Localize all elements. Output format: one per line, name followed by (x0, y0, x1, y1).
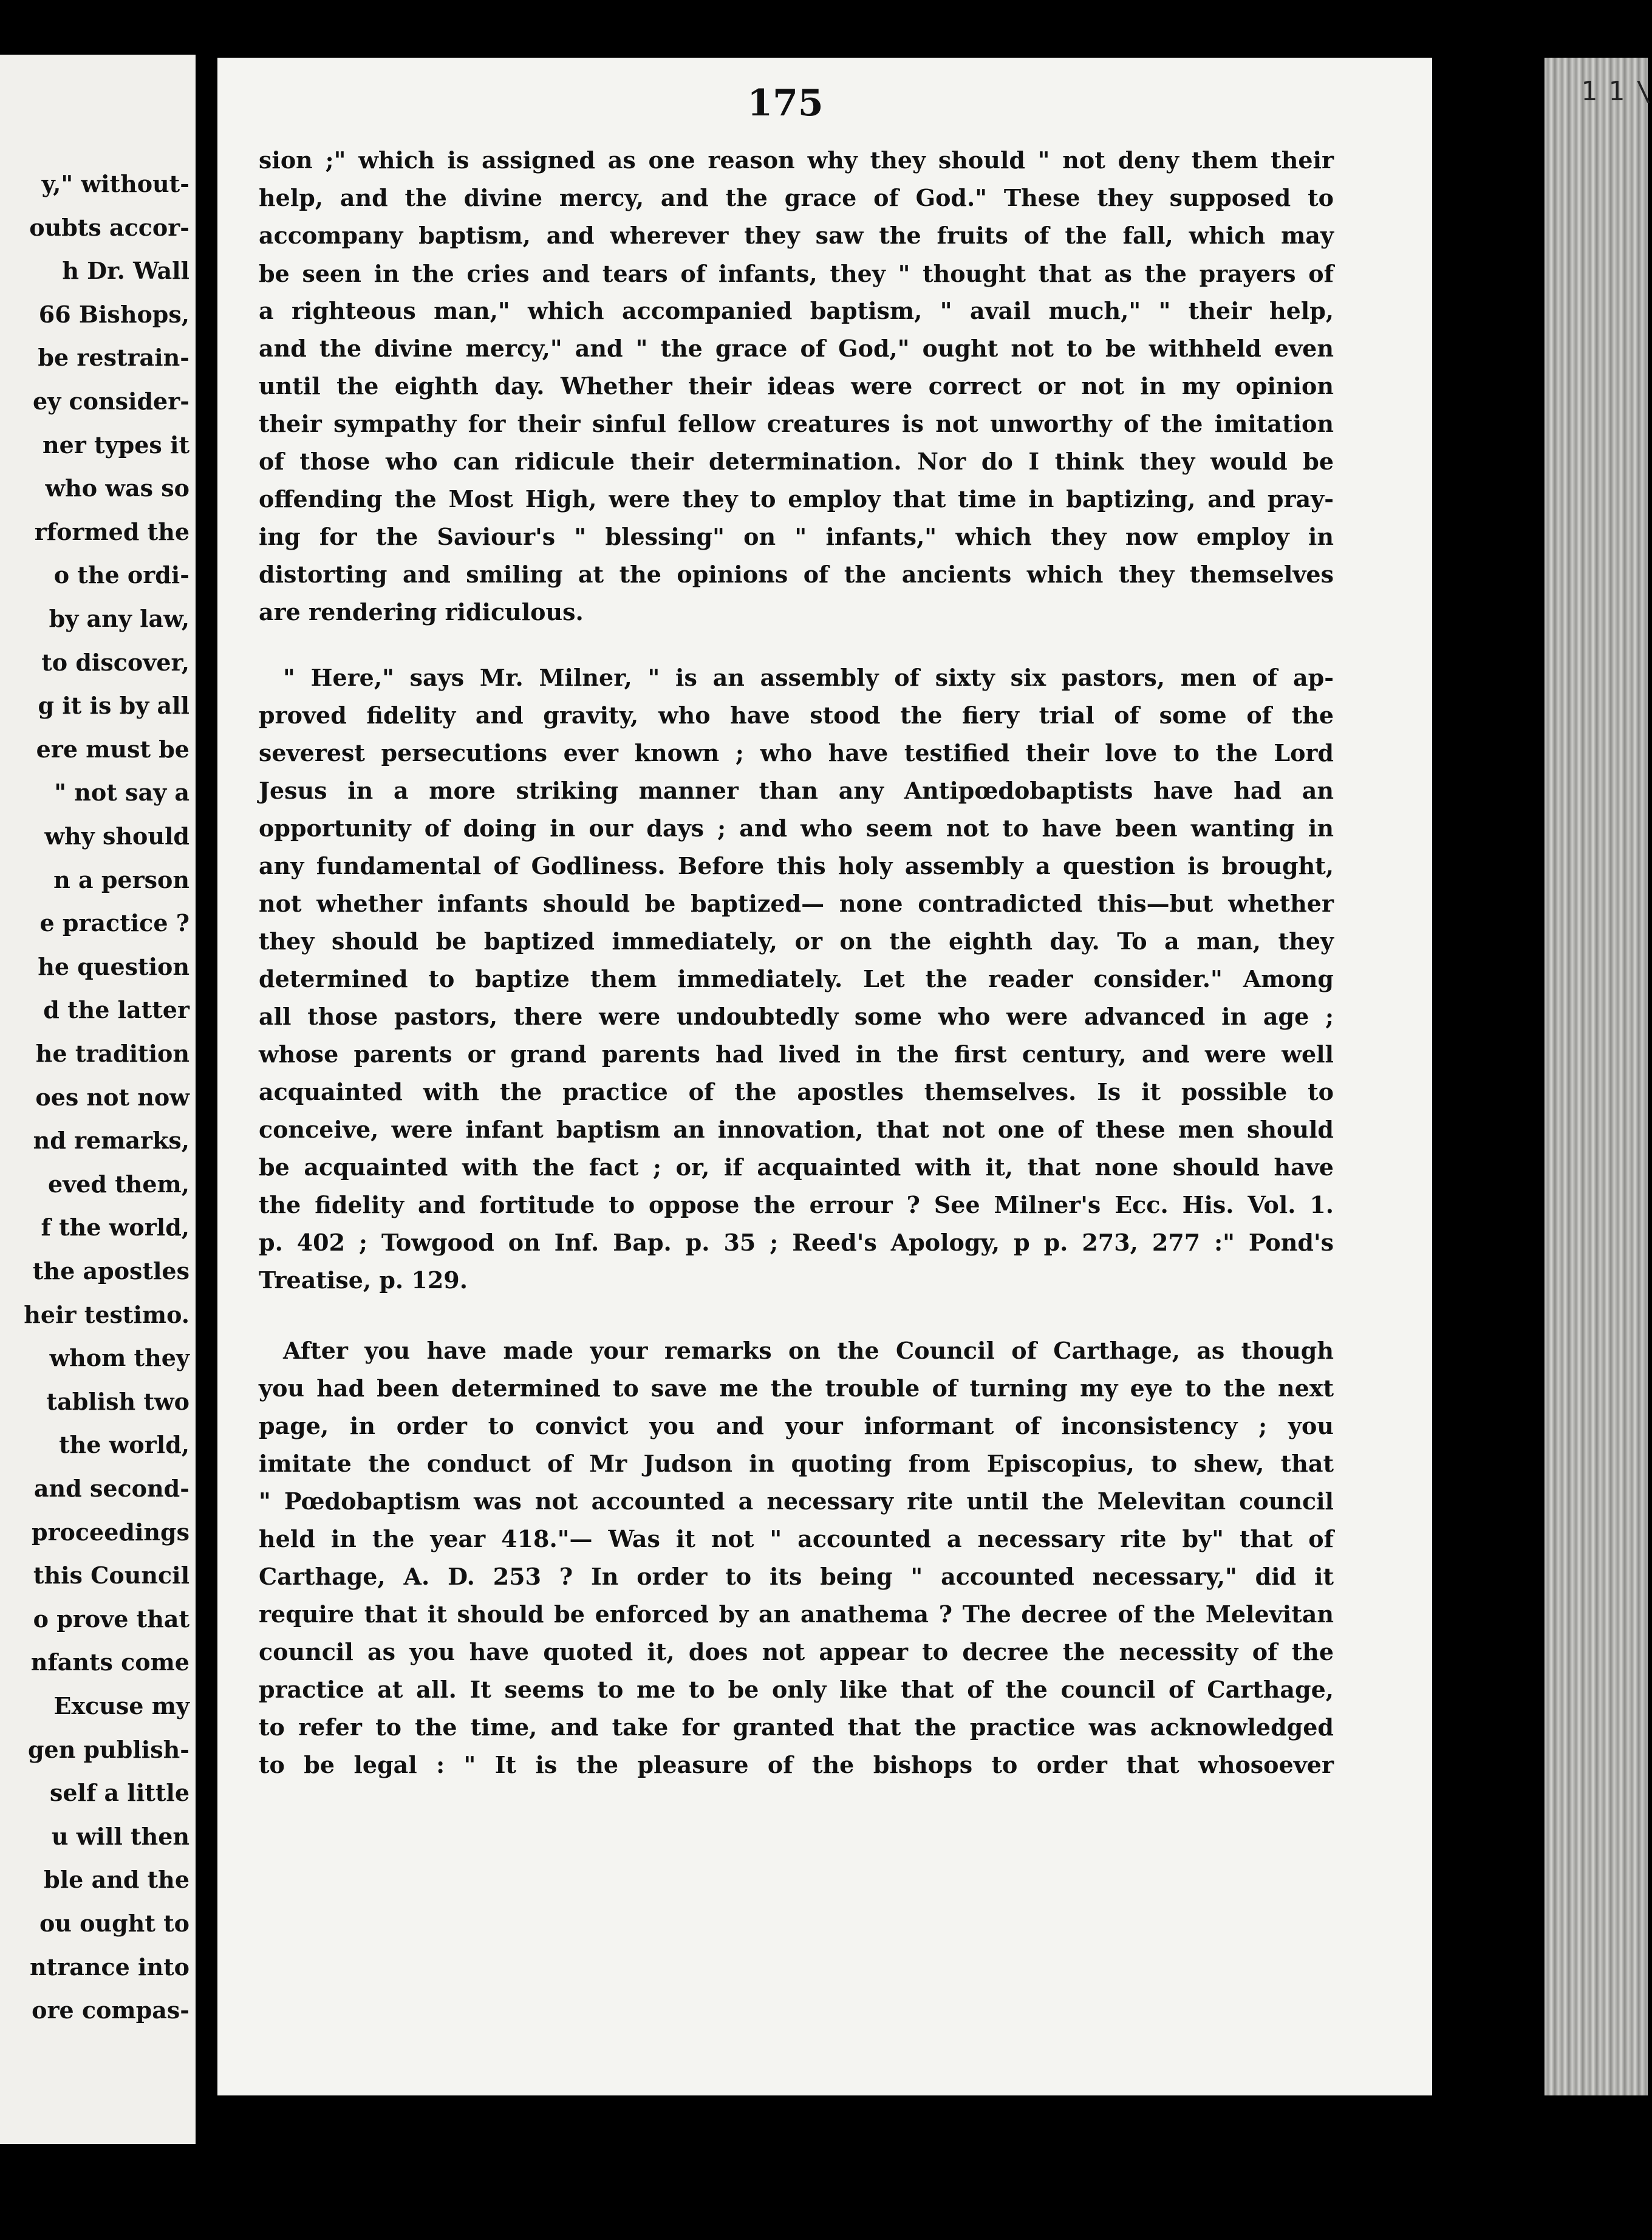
page-number: 175 (747, 82, 824, 125)
body-text-line: ing for the Saviour's " blessing" on " infants," which they now employ in (259, 523, 1334, 550)
body-text-line: council as you have quoted it, does not appear to decree the necessity of the (259, 1638, 1334, 1665)
body-text-line: page, in order to convict you and your informant of inconsistency ; you (259, 1412, 1334, 1439)
body-text-line: you had been determined to save me the trouble of turning my eye to the next (259, 1374, 1334, 1402)
left-page-line: h Dr. Wall (62, 257, 189, 285)
body-text-line: be acquainted with the fact ; or, if acquainted with it, that none should have (259, 1153, 1334, 1181)
body-text-line: all those pastors, there were undoubtedly some who were advanced in age ; (259, 1003, 1334, 1030)
left-page-line: who was so (45, 474, 189, 502)
body-text-line: they should be baptized immediately, or on the eighth day. To a man, they (259, 927, 1334, 955)
body-text-line: to be legal : " It is the pleasure of the bishops to order that whosoever (259, 1751, 1334, 1778)
left-page-line: ner types it (42, 431, 189, 459)
body-text-line: distorting and smiling at the opinions of the ancients which they themselves (259, 561, 1334, 588)
left-page-line: why should (44, 822, 189, 850)
body-text-line: Jesus in a more striking manner than any Antipœdobaptists have had an (259, 777, 1334, 804)
body-text-line: their sympathy for their sinful fellow creatures is not unworthy of the imitation (259, 410, 1334, 437)
left-page-line: this Council (33, 1562, 189, 1590)
left-page-line: the world, (59, 1431, 189, 1459)
left-page-line: d the latter (43, 996, 189, 1024)
left-page-line: to discover, (41, 648, 189, 676)
body-text-line: to refer to the time, and take for granted that the practice was acknowledged (259, 1713, 1334, 1741)
left-page-line: ey consider- (33, 388, 189, 415)
left-page-line: whom they (49, 1344, 189, 1372)
body-text-line: Treatise, p. 129. (259, 1266, 468, 1294)
left-page-line: u will then (51, 1822, 189, 1850)
body-text-line: acquainted with the practice of the apostles themselves. Is it possible to (259, 1078, 1334, 1105)
edge-mark: 1 (1581, 76, 1597, 107)
body-text-line: " Here," says Mr. Milner, " is an assembly of sixty six pastors, men of ap- (283, 664, 1334, 691)
previous-page-fragment (0, 55, 196, 2144)
page (217, 58, 1652, 2095)
left-page-line: ere must be (36, 735, 189, 763)
left-page-line: o prove that (33, 1605, 189, 1633)
left-page-line: 66 Bishops, (38, 300, 189, 328)
body-text-line: practice at all. It seems to me to be only like that of the council of Carthage, (259, 1676, 1334, 1703)
left-page-line: be restrain- (38, 344, 189, 372)
body-text-line: not whether infants should be baptized— none contradicted this—but whether (259, 890, 1334, 917)
left-page-line: gen publish- (27, 1735, 189, 1763)
body-text-line: sion ;" which is assigned as one reason why they should " not deny them their (259, 146, 1334, 174)
left-page-line: ou ought to (39, 1910, 189, 1937)
left-page-line: y," without- (41, 170, 189, 197)
left-page-line: nd remarks, (33, 1127, 189, 1155)
left-page-line: g it is by all (38, 692, 189, 720)
left-page-line: proceedings (31, 1518, 189, 1546)
body-text-line: After you have made your remarks on the Council of Carthage, as though (283, 1337, 1334, 1364)
body-text-line: imitate the conduct of Mr Judson in quoting from Episcopius, to shew, that (259, 1450, 1334, 1477)
body-text-line: Carthage, A. D. 253 ? In order to its being " accounted necessary," did it (259, 1563, 1334, 1590)
left-page-line: and second- (33, 1475, 189, 1502)
left-page-line: heir testimo. (24, 1300, 189, 1328)
body-text-line: any fundamental of Godliness. Before this holy assembly a question is brought, (259, 852, 1334, 879)
body-text-line: held in the year 418."— Was it not " accounted a necessary rite by" that of (259, 1525, 1334, 1552)
body-text-line: accompany baptism, and wherever they saw the fruits of the fall, which may (259, 222, 1334, 249)
body-text-line: conceive, were infant baptism an innovation, that not one of these men should (259, 1116, 1334, 1143)
body-text-line: be seen in the cries and tears of infants, they " thought that as the prayers of (259, 260, 1334, 287)
left-page-line: the apostles (32, 1257, 189, 1285)
body-text-line: the fidelity and fortitude to oppose the errour ? See Milner's Ecc. His. Vol. 1. (259, 1191, 1334, 1218)
left-page-line: ore compas- (32, 1996, 189, 2024)
body-text-line: p. 402 ; Towgood on Inf. Bap. p. 35 ; Reed's Apology, p p. 273, 277 :" Pond's (259, 1229, 1334, 1256)
left-page-line: self a little (49, 1779, 189, 1807)
left-page-line: he question (38, 952, 189, 980)
body-text-line: proved fidelity and gravity, who have stood the fiery trial of some of the (259, 702, 1334, 729)
left-page-line: " not say a (54, 779, 189, 807)
edge-mark: \ (1636, 76, 1652, 107)
body-text-line: determined to baptize them immediately. Let the reader consider." Among (259, 965, 1334, 992)
left-page-line: f the world, (41, 1214, 189, 1241)
left-page-line: eved them, (47, 1170, 189, 1198)
body-text-line: and the divine mercy," and " the grace of God," ought not to be withheld even (259, 335, 1334, 362)
body-text-line: of those who can ridicule their determination. Nor do I think they would be (259, 448, 1334, 475)
page-edge-strip (1544, 58, 1652, 2095)
body-text-line: require that it should be enforced by an anathema ? The decree of the Melevitan (259, 1600, 1334, 1628)
body-text-line: are rendering ridiculous. (259, 598, 584, 626)
left-page-line: oubts accor- (29, 213, 189, 241)
left-page-line: e practice ? (39, 909, 189, 937)
body-text-line: " Pœdobaptism was not accounted a necessary rite until the Melevitan council (259, 1487, 1334, 1515)
left-page-line: oes not now (35, 1083, 189, 1111)
left-page-line: n a person (53, 866, 189, 893)
left-page-line: ble and the (44, 1866, 189, 1894)
left-page-line: rformed the (34, 517, 189, 545)
left-page-line: ntrance into (30, 1953, 189, 1981)
body-text-line: opportunity of doing in our days ; and who seem not to have been wanting in (259, 814, 1334, 842)
left-page-line: o the ordi- (53, 561, 189, 589)
left-page-line: Excuse my (53, 1692, 189, 1719)
body-text-line: until the eighth day. Whether their ideas were correct or not in my opinion (259, 372, 1334, 400)
body-text-line: a righteous man," which accompanied baptism, " avail much," " their help, (259, 297, 1334, 324)
left-page-line: tablish two (46, 1387, 189, 1415)
body-text-line: whose parents or grand parents had lived in the first century, and were well (259, 1040, 1334, 1068)
edge-mark: 1 (1608, 76, 1625, 107)
left-page-line: by any law, (49, 605, 189, 632)
body-text-line: help, and the divine mercy, and the grace of God." These they supposed to (259, 184, 1334, 211)
body-text-line: offending the Most High, were they to employ that time in baptizing, and pray- (259, 485, 1334, 513)
body-text-line: severest persecutions ever known ; who have testified their love to the Lord (259, 739, 1334, 767)
left-page-line: nfants come (30, 1648, 189, 1676)
left-page-line: he tradition (35, 1040, 189, 1067)
